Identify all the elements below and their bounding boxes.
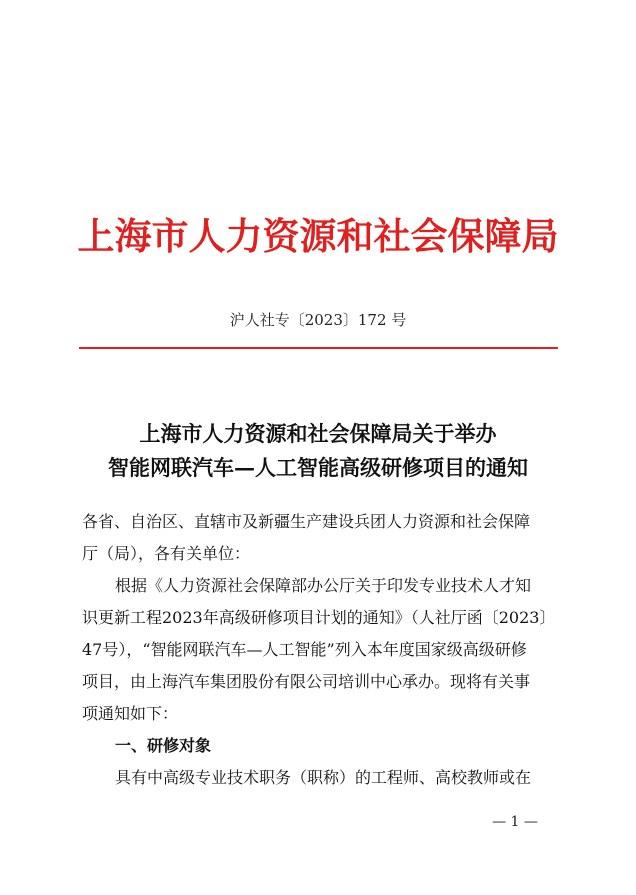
paragraph-line-1: 根据《人力资源社会保障部办公厅关于印发专业技术人才知 xyxy=(115,576,532,595)
notice-body xyxy=(82,506,560,794)
document-number: 沪人社专〔2023〕172 号 xyxy=(229,311,407,329)
notice-title-line-2: 智能网联汽车—人工智能高级研修项目的通知 xyxy=(108,455,528,480)
notice-title xyxy=(0,417,636,485)
addressee-line-2: 厅（局），各有关单位： xyxy=(82,544,251,563)
section-1-heading: 一、研修对象 xyxy=(115,736,212,755)
notice-title-line-1: 上海市人力资源和社会保障局关于举办 xyxy=(139,421,497,446)
issuing-organization-title: 上海市人力资源和社会保障局 xyxy=(77,214,559,258)
red-divider-line xyxy=(79,347,558,349)
paragraph-line-3: 47号），“智能网联汽车—人工智能”列入本年度国家级高级研修 xyxy=(82,640,527,659)
paragraph-line-2: 识更新工程2023年高级研修项目计划的通知》（人社厅函〔2023〕 xyxy=(82,608,556,627)
addressee-line-1: 各省、自治区、直辖市及新疆生产建设兵团人力资源和社会保障 xyxy=(82,512,531,531)
page-number: — 1 — xyxy=(492,814,538,830)
section-1-text-line-1: 具有中高级专业技术职务（职称）的工程师、高校教师或在 xyxy=(115,768,532,787)
paragraph-line-4: 项目，由上海汽车集团股份有限公司培训中心承办。现将有关事 xyxy=(82,672,531,691)
paragraph-line-5: 项通知如下： xyxy=(82,704,179,723)
